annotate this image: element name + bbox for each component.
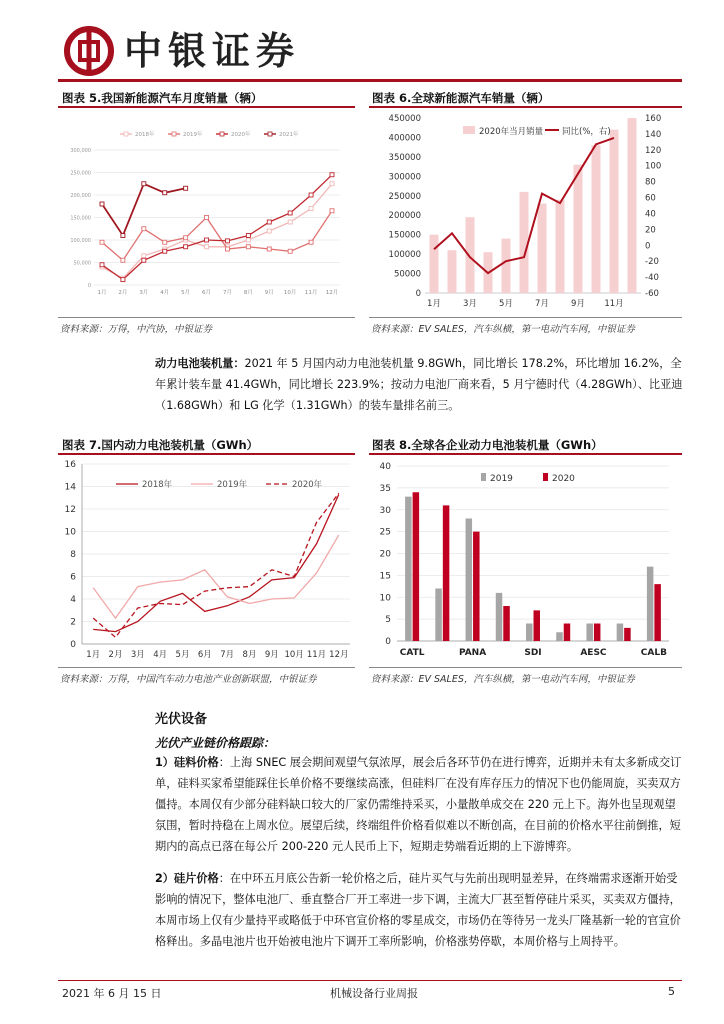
y-tick-label: 16 — [64, 460, 76, 470]
x-tick-label: 7月 — [222, 290, 232, 296]
y-left-tick-label: 150000 — [388, 230, 421, 241]
y-left-tick-label: 200000 — [388, 211, 421, 222]
y-right-tick-label: 0 — [645, 241, 651, 252]
y-tick-label: 20 — [379, 549, 391, 560]
y-tick-label: 2 — [70, 617, 76, 628]
fig5-title: 图表 5.我国新能源汽车月度销量（辆） — [62, 91, 263, 105]
legend-marker — [220, 132, 224, 136]
y-tick-label: 50,000 — [73, 260, 91, 267]
bar — [628, 118, 637, 293]
y-right-tick-label: 60 — [645, 193, 656, 204]
series-line — [102, 211, 332, 260]
legend-swatch — [481, 473, 486, 481]
fig5-title-rule — [58, 106, 355, 108]
legend-label: 2020年 — [292, 480, 323, 490]
y-tick-label: 10 — [379, 593, 391, 604]
legend-bar-label: 2020年当月销量 — [479, 127, 544, 137]
fig8-source: 资料来源：EV SALES，汽车纵横，第一电动汽车网，中银证券 — [371, 674, 635, 685]
bar — [586, 624, 593, 642]
y-left-tick-label: 50000 — [393, 269, 421, 280]
x-tick-label: 11月 — [304, 290, 318, 296]
data-point — [309, 207, 313, 211]
y-tick-label: 40 — [379, 462, 391, 472]
bar — [466, 217, 475, 293]
x-tick-label: 2月 — [118, 290, 128, 296]
y-left-tick-label: 0 — [415, 289, 421, 299]
data-point — [267, 247, 271, 251]
bar — [435, 589, 442, 642]
data-point — [205, 216, 209, 220]
fig6-bottom-rule — [369, 317, 682, 318]
data-point — [309, 240, 313, 244]
data-point — [205, 238, 209, 242]
bar — [534, 610, 541, 641]
y-left-tick-label: 450000 — [388, 114, 421, 124]
data-point — [121, 278, 125, 282]
x-tick-label: 6月 — [197, 650, 212, 660]
legend-bar-swatch — [463, 126, 475, 134]
data-point — [288, 249, 292, 253]
header-rule — [58, 79, 682, 82]
x-tick-label: 6月 — [202, 290, 212, 296]
x-tick-label: 12月 — [329, 650, 349, 660]
legend-label: 2019年 — [183, 132, 203, 138]
silicon-wafer-text: ：在中环五月底公告新一轮价格之后，硅片买气与先前出现明显差异，在终端需求逐渐开始受影响的情况下，整体电池厂、垂直整合厂开工率进一步下调，主流大厂甚至暂停硅片采买，买卖双方僵持，本周市场上仅有少量持平或略低于中环官宣价格的零星成交，市场仍在等待另一龙头厂隆基新一轮的官宣价格释出。多晶电池片也开始被电池片下调开工率所影响，价格涨势停歇，本周价格与上周持平。 — [155, 872, 681, 948]
section-subtitle: 光伏产业链价格跟踪： — [155, 736, 276, 750]
legend-label: 2021年 — [279, 132, 299, 138]
y-right-tick-label: 20 — [645, 225, 656, 236]
y-left-tick-label: 300000 — [388, 172, 421, 183]
y-tick-label: 30 — [379, 505, 391, 516]
y-left-tick-label: 250000 — [388, 191, 421, 202]
data-point — [246, 234, 250, 238]
fig6-source: 资料来源：EV SALES，汽车纵横，第一电动汽车网，中银证券 — [371, 324, 635, 335]
y-right-tick-label: 100 — [645, 161, 662, 172]
legend-label: 2019 — [490, 474, 513, 484]
data-point — [142, 258, 146, 262]
fig8-bar-chart — [369, 456, 682, 664]
silicon-material-lead: 1）硅料价格 — [155, 756, 219, 769]
y-tick-label: 6 — [70, 572, 76, 583]
y-tick-label: 0 — [70, 640, 76, 650]
footer-report-name: 机械设备行业周报 — [330, 987, 418, 1000]
battery-install-paragraph — [155, 353, 683, 416]
battery-install-text: 2021 年 5 月国内动力电池装机量 9.8GWh，同比增长 178.2%，环比增加 16.2%，全年累计装车量 41.4GWh，同比增长 223.9%；按动力电池厂商来看，5 月宁德时代（4.28GWh）、比亚迪（1.68GWh）和 LG 化学（1.31GWh）的装车量排名前三。 — [155, 357, 683, 412]
y-tick-label: 35 — [379, 483, 391, 494]
y-right-tick-label: 160 — [645, 114, 662, 124]
bar — [405, 497, 412, 641]
footer-rule — [58, 980, 682, 981]
x-tick-label: 10月 — [284, 650, 304, 660]
footer-page-number: 5 — [668, 985, 675, 998]
x-tick-label: AESC — [580, 648, 607, 658]
bar — [594, 624, 601, 642]
bar — [556, 632, 563, 641]
x-tick-label: PANA — [458, 648, 487, 658]
legend-label: 2020 — [552, 474, 575, 484]
x-tick-label: 3月 — [139, 290, 149, 296]
y-left-tick-label: 350000 — [388, 152, 421, 163]
x-tick-label: 1月 — [86, 650, 101, 660]
brand-name: 中银证券 — [124, 28, 301, 73]
bank-logo-icon — [64, 26, 114, 76]
fig8-title-rule — [369, 453, 682, 455]
x-tick-label: 5月 — [499, 299, 513, 309]
series-line — [93, 494, 339, 631]
legend-label: 2018年 — [135, 132, 155, 138]
y-tick-label: 12 — [64, 505, 76, 515]
x-tick-label: 9月 — [264, 290, 274, 296]
data-point — [330, 173, 334, 177]
y-right-tick-label: -40 — [645, 273, 659, 284]
y-tick-label: 0 — [87, 283, 91, 289]
data-point — [267, 220, 271, 224]
data-point — [225, 239, 229, 243]
bar — [443, 505, 450, 641]
data-point — [330, 209, 334, 213]
data-point — [121, 258, 125, 262]
fig7-source: 资料来源：万得，中国汽车动力电池产业创新联盟，中银证券 — [60, 674, 317, 685]
bar — [654, 584, 661, 641]
x-tick-label: 9月 — [264, 650, 279, 660]
data-point — [225, 247, 229, 251]
y-tick-label: 8 — [70, 550, 76, 560]
x-tick-label: 5月 — [181, 290, 191, 296]
x-tick-label: 8月 — [242, 650, 257, 660]
data-point — [330, 182, 334, 186]
fig5-bottom-rule — [58, 317, 355, 318]
x-tick-label: SDI — [524, 648, 542, 658]
data-point — [142, 227, 146, 231]
legend-label: 2020年 — [231, 132, 251, 138]
footer-date: 2021 年 6 月 15 日 — [62, 987, 162, 1000]
x-tick-label: 9月 — [571, 299, 585, 309]
data-point — [163, 240, 167, 244]
fig7-title: 图表 7.国内动力电池装机量（GWh） — [62, 438, 259, 452]
bar — [430, 235, 439, 293]
bar — [592, 145, 601, 293]
y-right-tick-label: -60 — [645, 289, 659, 299]
x-tick-label: 2月 — [108, 650, 123, 660]
section-title: 光伏设备 — [155, 712, 208, 727]
fig7-title-rule — [58, 453, 355, 455]
fig5-source: 资料来源：万得，中汽协，中银证券 — [60, 324, 213, 335]
y-tick-label: 200,000 — [70, 193, 91, 199]
legend-marker — [268, 132, 272, 136]
bar — [564, 624, 571, 642]
bar — [610, 130, 619, 293]
bar — [448, 250, 457, 293]
x-tick-label: 11月 — [604, 299, 624, 309]
legend-marker — [124, 132, 128, 136]
bar — [556, 200, 565, 293]
series-line — [102, 184, 332, 278]
y-tick-label: 100,000 — [70, 238, 91, 244]
y-tick-label: 250,000 — [70, 170, 91, 177]
data-point — [184, 245, 188, 249]
data-point — [246, 238, 250, 242]
data-point — [184, 186, 188, 190]
silicon-wafer-paragraph — [155, 868, 683, 952]
data-point — [205, 245, 209, 249]
bar — [502, 239, 511, 293]
fig6-title-rule — [369, 106, 682, 108]
data-point — [309, 193, 313, 197]
x-tick-label: 12月 — [325, 290, 339, 296]
data-point — [184, 236, 188, 240]
x-tick-label: 3月 — [130, 650, 145, 660]
bar — [503, 606, 510, 641]
y-tick-label: 10 — [64, 527, 76, 538]
silicon-material-paragraph — [155, 752, 683, 857]
data-point — [163, 249, 167, 253]
y-tick-label: 15 — [379, 571, 391, 582]
bar — [624, 628, 631, 641]
data-point — [100, 240, 104, 244]
legend-swatch — [543, 473, 548, 481]
y-tick-label: 25 — [379, 527, 391, 538]
x-tick-label: 11月 — [306, 650, 327, 660]
x-tick-label: 7月 — [535, 299, 549, 309]
legend-marker — [172, 132, 176, 136]
fig5-line-chart — [58, 110, 355, 315]
bar — [473, 532, 480, 641]
data-point — [288, 211, 292, 215]
y-left-tick-label: 100000 — [388, 250, 421, 261]
fig7-line-chart — [58, 456, 355, 664]
bar — [466, 519, 473, 642]
x-tick-label: 1月 — [97, 290, 107, 296]
y-left-tick-label: 400000 — [388, 133, 421, 144]
bar — [617, 624, 624, 642]
data-point — [100, 202, 104, 206]
y-tick-label: 14 — [64, 482, 76, 493]
y-right-tick-label: 120 — [645, 145, 662, 156]
data-point — [142, 182, 146, 186]
fig8-title: 图表 8.全球各企业动力电池装机量（GWh） — [372, 438, 603, 452]
bar — [647, 567, 654, 641]
x-tick-label: 1月 — [427, 299, 441, 309]
data-point — [267, 229, 271, 233]
data-point — [246, 245, 250, 249]
fig7-bottom-rule — [58, 667, 355, 668]
x-tick-label: 5月 — [175, 650, 190, 660]
x-tick-label: CATL — [399, 648, 425, 658]
legend-label: 2018年 — [142, 480, 173, 490]
x-tick-label: 8月 — [243, 290, 253, 296]
silicon-material-text: ：上海 SNEC 展会期间观望气氛浓厚，展会后各环节仍在进行博弈，近期并未有太多新成交订单，硅料买家希望能踩住长单价格不要继续高涨，但硅料厂在没有库存压力的情况下也仍能周旋，买卖双方僵持。本周仅有少部分硅料缺口较大的厂家仍需维持采买，小量散单成交在 220 元上下。海外也呈现观望氛围，暂时持稳在上周水位。展望后续，终端组件价格看似难以不断创高，在目前的价格水平往前倒推，短期内的高点已落在每公斤 200-220 元人民币上下，短期走势端看近期的上下游博弈。 — [155, 756, 682, 853]
y-right-tick-label: 80 — [645, 177, 656, 188]
data-point — [288, 220, 292, 224]
bar — [526, 624, 533, 642]
fig6-title: 图表 6.全球新能源汽车销量（辆） — [372, 91, 550, 105]
data-point — [100, 263, 104, 267]
x-tick-label: 3月 — [463, 299, 477, 309]
data-point — [163, 191, 167, 195]
bar — [574, 165, 583, 293]
x-tick-label: 7月 — [220, 650, 235, 660]
y-right-tick-label: 40 — [645, 209, 656, 220]
y-right-tick-label: 140 — [645, 129, 662, 140]
silicon-wafer-lead: 2）硅片价格 — [155, 872, 219, 885]
y-tick-label: 4 — [70, 595, 76, 605]
bar — [496, 593, 503, 641]
y-tick-label: 150,000 — [70, 215, 91, 222]
bar — [538, 204, 547, 293]
battery-install-lead: 动力电池装机量： — [155, 357, 245, 370]
y-tick-label: 5 — [385, 615, 391, 626]
x-tick-label: 4月 — [160, 290, 170, 296]
fig6-bar-line-chart — [369, 110, 682, 315]
x-tick-label: 4月 — [153, 650, 168, 660]
x-tick-label: CALB — [640, 648, 667, 658]
data-point — [142, 254, 146, 258]
x-tick-label: 10月 — [283, 290, 297, 296]
y-tick-label: 0 — [385, 637, 391, 647]
y-tick-label: 300,000 — [70, 148, 91, 154]
data-point — [121, 234, 125, 238]
y-right-tick-label: -20 — [645, 257, 659, 268]
bar — [413, 492, 420, 641]
legend-line-label: 同比(%，右) — [562, 127, 611, 137]
legend-label: 2019年 — [217, 480, 248, 490]
fig8-bottom-rule — [369, 667, 682, 668]
